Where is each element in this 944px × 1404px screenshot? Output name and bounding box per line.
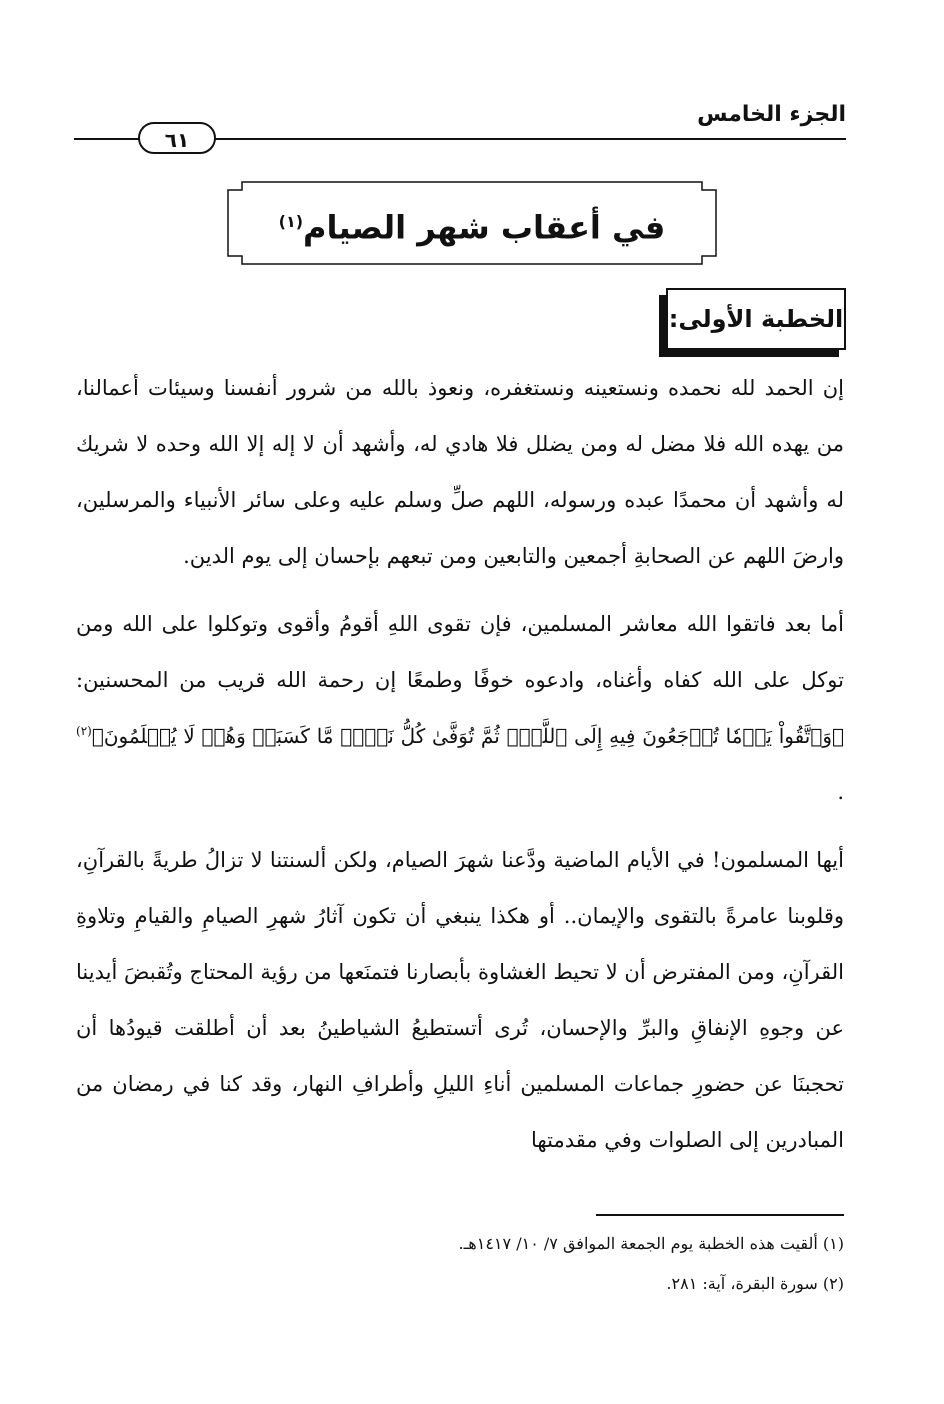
footnotes (100, 1232, 844, 1296)
verse-footnote-mark: (٢) (76, 724, 92, 738)
quran-verse: ﴿وَٱتَّقُواْ يَوۡمٗا تُرۡجَعُونَ فِيهِ إِلَى ٱللَّهِۖ ثُمَّ تُوَفَّىٰ كُلُّ نَفۡسٖ مَّا كَسَبَتۡ وَهُمۡ لَا يُظۡلَمُونَ﴾ (91, 724, 844, 748)
title-frame (224, 178, 720, 268)
body-text (76, 360, 844, 1168)
chapter-title-text: في أعقاب شهر الصيام (303, 208, 666, 247)
footnote-rule (596, 1214, 844, 1216)
paragraph-muslims: أيها المسلمون! في الأيام الماضية ودَّعنا شهرَ الصيام، ولكن ألسنتنا لا تزالُ طريةً بالقرآنِ، وقلوبنا عامرةً بالتقوى والإيمان.. أو هكذا ينبغي أن تكون آثارُ شهرِ الصيامِ والقيامِ وتلاوةِ القرآنِ، ومن المفترض أن لا تحيط الغشاوة بأبصارنا فتمنَعها من رؤية المحتاج وتُقبضَ أيدينا عن وجوهِ الإنفاقِ والبرِّ والإحسان، تُرى أتستطيعُ الشياطينُ بعد أن أطلقت قيودُها أن تحجبنَا عن حضورِ جماعات المسلمين أناءِ الليلِ وأطرافِ النهار، وقد كنا في رمضان من المبادرين إلى الصلوات وفي مقدمتها (76, 848, 844, 1152)
section-heading: الخطبة الأولى: (668, 305, 844, 333)
chapter-title (224, 200, 720, 250)
paragraph-opening: إن الحمد لله نحمده ونستعينه ونستغفره، ونعوذ بالله من شرور أنفسنا وسيئات أعمالنا، من يهده الله فلا مضل له ومن يضلل فلا هادي له، وأشهد أن لا إله إلا الله وحده لا شريك له وأشهد أن محمدًا عبده ورسوله، اللهم صلِّ وسلم عليه وعلى سائر الأنبياء والمرسلين، وارضَ اللهم عن الصحابةِ أجمعين والتابعين ومن تبعهم بإحسان إلى يوم الدين. (76, 376, 844, 568)
title-footnote-mark: (١) (278, 212, 304, 231)
section-heading-box (666, 288, 846, 350)
footnote-1: (١) ألقيت هذه الخطبة يوم الجمعة الموافق ٧/ ١٠/ ١٤١٧هـ. (458, 1234, 844, 1253)
page-number-badge: ٦١ (138, 122, 216, 154)
paragraph-exhortation-text: أما بعد فاتقوا الله معاشر المسلمين، فإن تقوى اللهِ أقومُ وأقوى وتوكلوا على الله ومن توكل على الله كفاه وأغناه، وادعوه خوفًا وطمعًا إن رحمة الله قريب من المحسنين: (76, 612, 844, 692)
footnote-2: (٢) سورة البقرة، آية: ٢٨١. (666, 1274, 844, 1293)
paragraph-exhortation-end: . (837, 780, 844, 804)
paragraph-exhortation (76, 596, 844, 820)
running-head: الجزء الخامس (697, 102, 846, 127)
